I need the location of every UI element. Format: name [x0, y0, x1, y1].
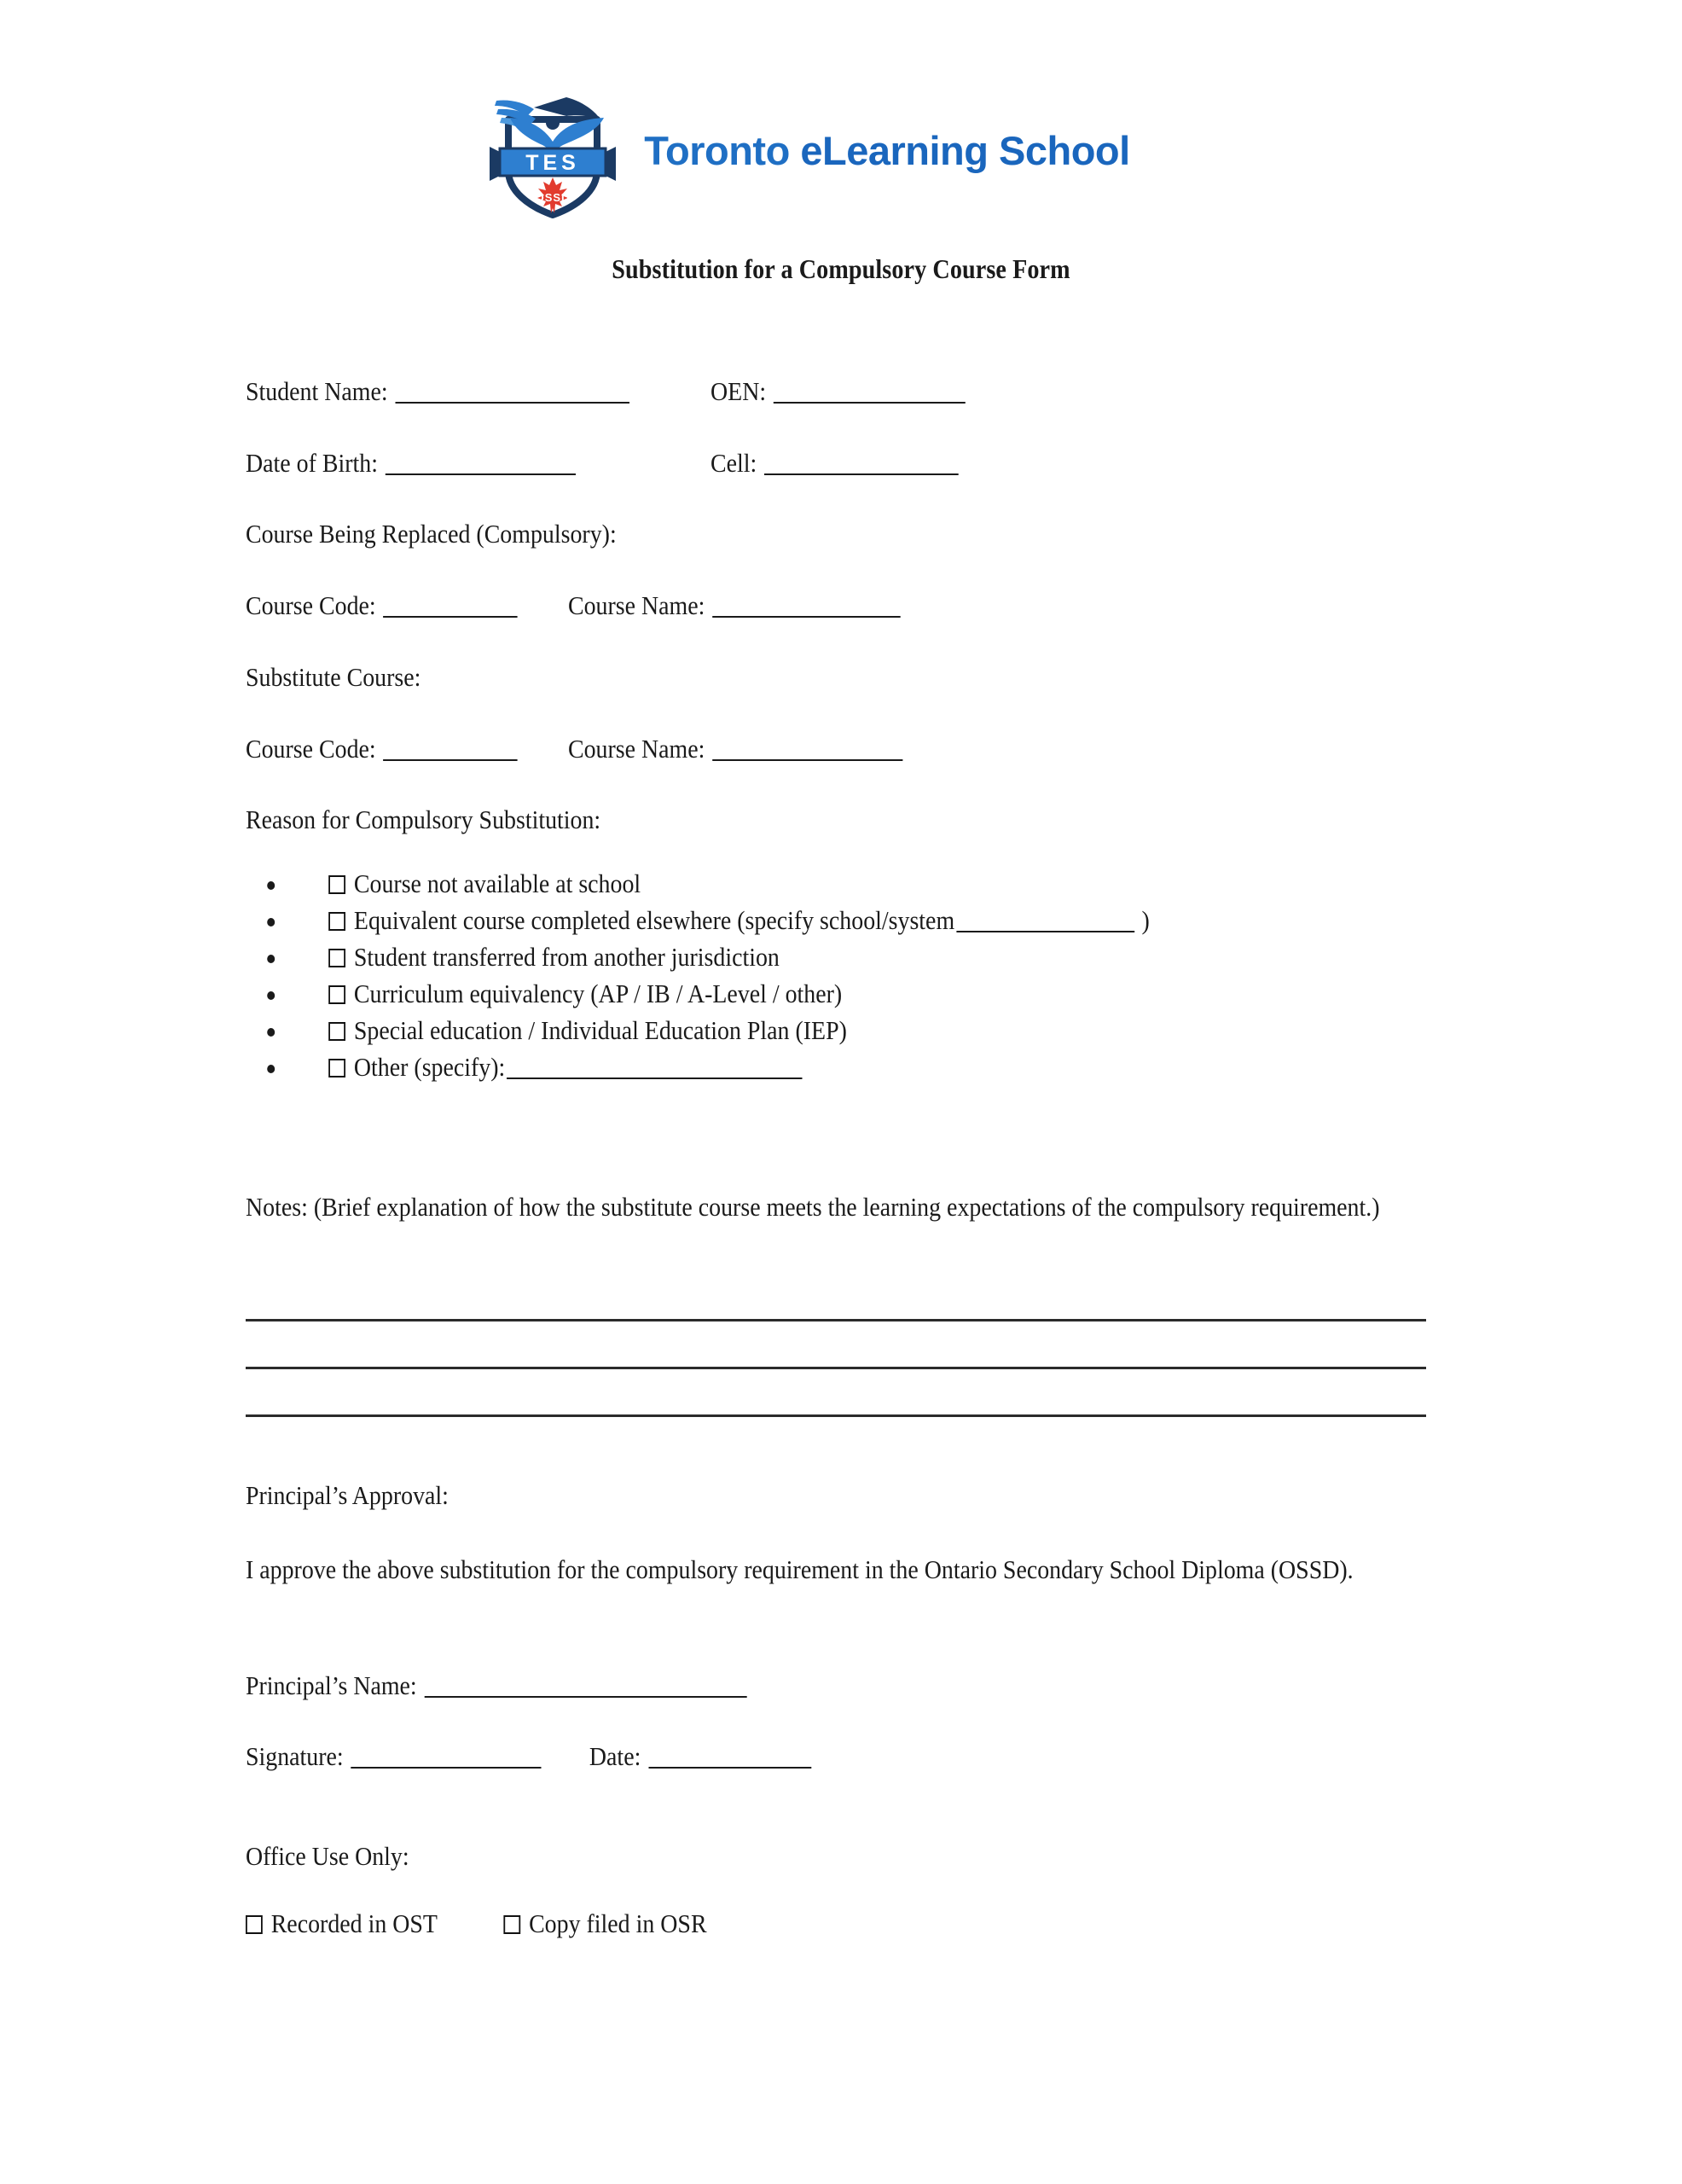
date-of-birth-blank[interactable]: [386, 473, 576, 475]
reason-item-content: [328, 907, 1150, 933]
cell-field[interactable]: [710, 450, 960, 476]
office-use-checkbox-label: Recorded in OST: [270, 1908, 438, 1938]
date-blank[interactable]: [648, 1767, 811, 1769]
wordmark-part2: eLearning School: [800, 127, 1130, 173]
course-replaced-code-label: Course Code:: [246, 590, 376, 620]
school-logo-lockup: [484, 82, 1129, 218]
reason-item-trailing: ): [1135, 905, 1150, 935]
oen-label: OEN:: [710, 376, 767, 406]
signature-blank[interactable]: [351, 1767, 541, 1769]
principal-approval-statement: I approve the above substitution for the compulsory requirement in the Ontario Secondary School Diploma (OSSD).: [246, 1554, 1354, 1584]
signature-label: Signature:: [246, 1741, 344, 1771]
reason-list-item[interactable]: [246, 944, 1474, 980]
bullet-icon: [267, 1065, 275, 1073]
reason-item-label: Special education / Individual Education Plan (IEP): [353, 1015, 847, 1045]
office-use-checkbox-item[interactable]: [246, 1908, 438, 1938]
signature-field[interactable]: [246, 1743, 813, 1769]
tes-shield-logo-icon: [484, 82, 622, 218]
principal-name-blank[interactable]: [424, 1696, 746, 1698]
page-title: Substitution for a Compulsory Course Form: [612, 253, 1070, 284]
date-of-birth-field[interactable]: [246, 450, 577, 476]
substitute-course-name-field[interactable]: [568, 735, 904, 762]
office-use-checkbox-label: Copy filed in OSR: [529, 1908, 707, 1938]
substitute-course-name-label: Course Name:: [568, 734, 705, 764]
office-use-heading: Office Use Only:: [246, 1841, 409, 1871]
principal-approval-heading: Principal’s Approval:: [246, 1480, 449, 1510]
substitute-course-code-label: Course Code:: [246, 734, 376, 764]
reason-item-content: [328, 944, 780, 970]
principal-name-label: Principal’s Name:: [246, 1670, 417, 1700]
checkbox-icon[interactable]: [328, 875, 345, 894]
notes-prompt: Notes: (Brief explanation of how the substitute course meets the learning expectations of the compulsory requirement.): [246, 1192, 1380, 1222]
shield-maple-text: OSSD: [535, 191, 571, 204]
checkbox-icon[interactable]: [246, 1915, 263, 1934]
course-replaced-name-blank[interactable]: [712, 616, 901, 618]
checkbox-icon[interactable]: [328, 1022, 345, 1041]
bullet-icon: [267, 991, 275, 1000]
student-name-label: Student Name:: [246, 376, 388, 406]
checkbox-icon[interactable]: [328, 985, 345, 1004]
substitute-course-name-blank[interactable]: [712, 759, 902, 761]
oen-blank[interactable]: [774, 402, 966, 404]
office-use-checkbox-item[interactable]: [503, 1908, 706, 1938]
checkbox-icon[interactable]: [328, 1059, 345, 1077]
date-of-birth-label: Date of Birth:: [246, 448, 378, 478]
principal-name-field[interactable]: [246, 1672, 748, 1699]
reason-item-label: Course not available at school: [353, 868, 641, 898]
notes-rule[interactable]: [246, 1414, 1426, 1417]
checkbox-icon[interactable]: [503, 1915, 520, 1934]
reason-item-content: [328, 980, 842, 1007]
reason-list-item[interactable]: [246, 1017, 1474, 1054]
oen-field[interactable]: [710, 378, 967, 404]
course-replaced-code-blank[interactable]: [383, 616, 518, 618]
reason-list-item[interactable]: [246, 980, 1474, 1017]
course-replaced-name-field[interactable]: [568, 592, 902, 619]
reason-item-label: Student transferred from another jurisdiction: [353, 942, 780, 972]
office-use-checkbox-row: [246, 1908, 707, 1939]
bullet-icon: [267, 881, 275, 890]
reason-list-item[interactable]: [246, 870, 1474, 907]
bullet-icon: [267, 1028, 275, 1037]
notes-rule[interactable]: [246, 1367, 1426, 1369]
reason-item-label: Other (specify):: [353, 1052, 506, 1082]
notes-rule[interactable]: [246, 1319, 1426, 1321]
school-wordmark: [644, 127, 1129, 174]
checkbox-icon[interactable]: [328, 912, 345, 931]
date-label: Date:: [589, 1741, 641, 1771]
reason-item-label: Curriculum equivalency (AP / IB / A-Level / other): [353, 979, 843, 1008]
course-replaced-heading: Course Being Replaced (Compulsory):: [246, 519, 617, 549]
reason-item-content: [328, 1054, 803, 1080]
reason-list-item[interactable]: [246, 1054, 1474, 1090]
reason-item-label: Equivalent course completed elsewhere (specify school/system: [353, 905, 955, 935]
cell-label: Cell:: [710, 448, 757, 478]
wordmark-part1: Toronto: [644, 127, 801, 173]
reasons-list: [246, 870, 1610, 1090]
course-replaced-name-label: Course Name:: [568, 590, 705, 620]
course-replaced-code-field[interactable]: [246, 592, 519, 619]
reason-item-content: [328, 1017, 847, 1043]
substitute-course-code-blank[interactable]: [383, 759, 518, 761]
substitute-course-heading: Substitute Course:: [246, 662, 421, 692]
substitute-course-code-field[interactable]: [246, 735, 519, 762]
student-name-field[interactable]: [246, 378, 631, 404]
bullet-icon: [267, 918, 275, 926]
cell-blank[interactable]: [764, 473, 959, 475]
reason-item-content: [328, 870, 641, 897]
bullet-icon: [267, 955, 275, 963]
document-header: [0, 82, 1682, 218]
reason-list-item[interactable]: [246, 907, 1474, 944]
reasons-heading: Reason for Compulsory Substitution:: [246, 804, 601, 834]
checkbox-icon[interactable]: [328, 949, 345, 967]
reason-item-blank[interactable]: [956, 931, 1134, 932]
student-name-blank[interactable]: [395, 402, 629, 404]
reason-item-blank[interactable]: [507, 1077, 803, 1079]
shield-badge-text: TES: [525, 151, 581, 175]
